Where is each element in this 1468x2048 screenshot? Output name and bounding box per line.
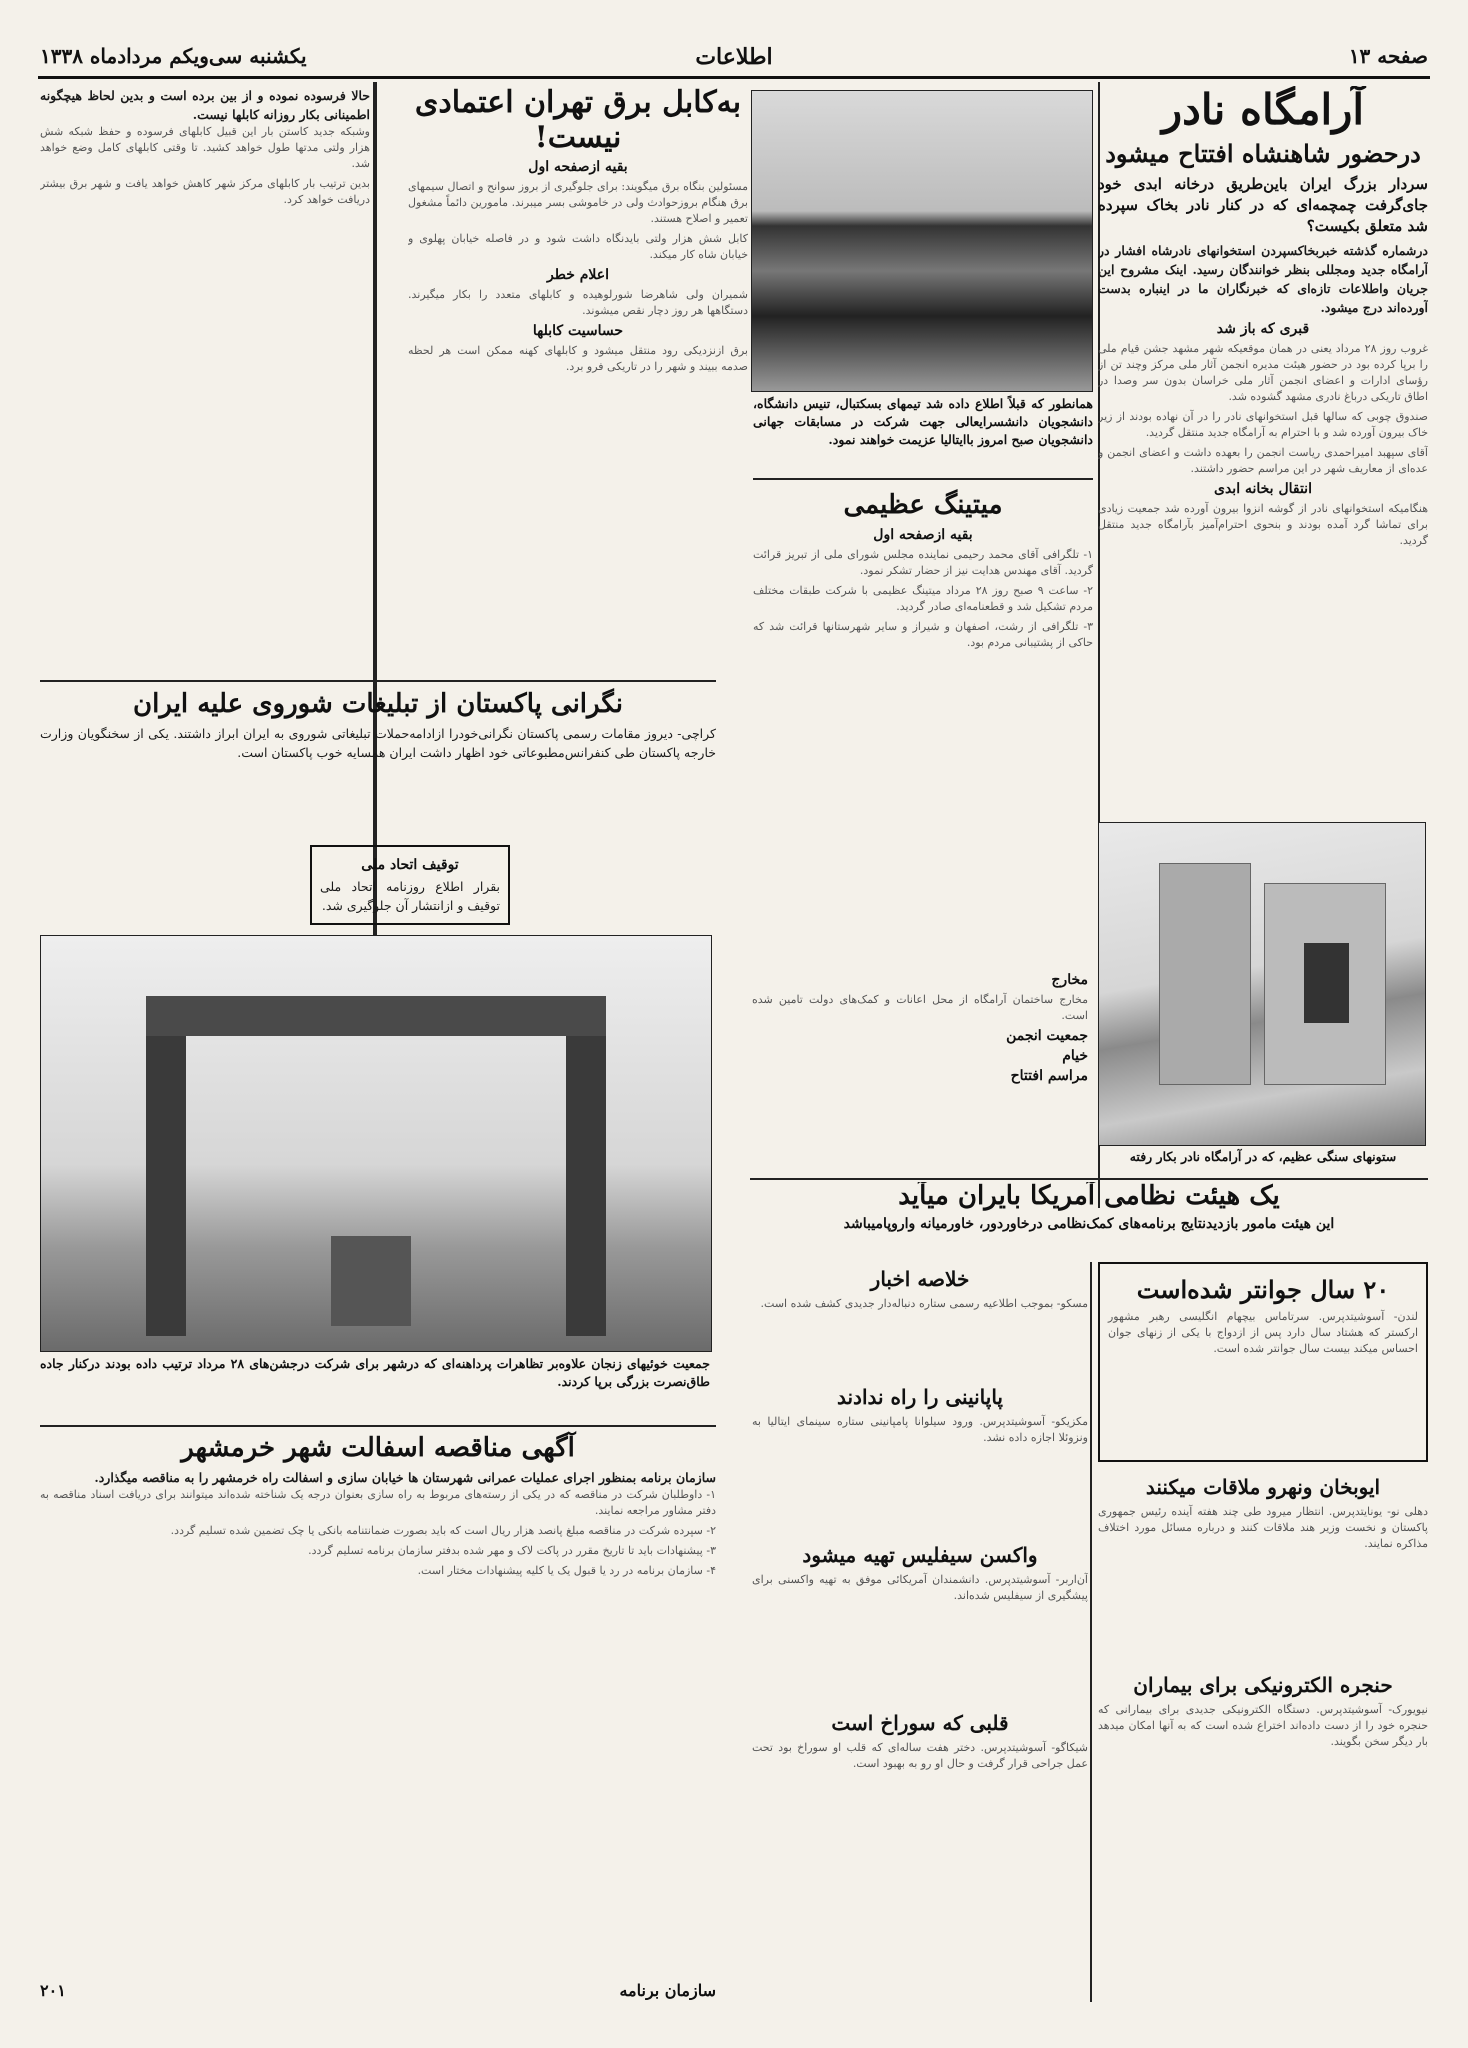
section-rule xyxy=(750,1178,1428,1180)
pope-body: مکزیکو- آسوشیتدپرس. ورود سیلوانا پامپانینی ستاره سینمای ایتالیا به ونزوئلا اجازه داده نشد. xyxy=(752,1415,1088,1444)
section-rule xyxy=(40,1425,716,1427)
young-body: لندن- آسوشیتدپرس. سرتاماس بیچهام انگلیسی رهبر مشهور ارکستر که هشتاد سال دارد پس از ازدواج با یکی از زنهای جوان احساس میکند بیست سال جوانتر شده است. xyxy=(1108,1310,1418,1356)
tender-body: ۱- داوطلبان شرکت در مناقصه که در یکی از رسته‌های مربوط به راه سازی بعنوان درجه یک شناخته شده‌اند میتوانند برای دریافت اسناد مناقصه به دفتر مشاور مراجعه نمایند. ۲- سپرده شرکت در مناقصه مبلغ پانصد هزار ریال است که باید بصورت ضمانتنامه بانکی یا چک تضمین شده تسلیم گردد. ۳- پیشنهادات باید تا تاریخ مقرر در پاکت لاک و مهر شده بدفتر سازمان برنامه تسلیم گردد. ۴- سازمان برنامه در رد یا قبول یک یا کلیه پیشنهادات مختار است. xyxy=(40,1487,716,1577)
nader-section-society: جمعیت انجمن xyxy=(1006,1028,1088,1044)
tomb-subheadline: سردار بزرگ ایران باین‌طریق درخانه ابدی خود جای‌گرفت چمچمه‌ای که در کنار نادر بخاک سپرده شد متعلق بکیست؟ xyxy=(1098,174,1428,235)
masthead-rule xyxy=(38,76,1430,79)
pakistan-body: کراچی- دیروز مقامات رسمی پاکستان نگرانی‌خودرا ازادامه‌حملات تبلیغاتی شوروی به ایران ابراز داشتند. یکی از سخنگویان وزارت خارجه پاکستان طی کنفرانس‌مطبوعاتی خود اظهار داشت ایران همسایه خوب پاکستان است. xyxy=(40,725,716,760)
cable-body-3: برق ازنزدیکی رود منتقل میشود و کابلهای کهنه ممکن است هر لحظه صدمه ببیند و شهر را در تاریکی فرو برد. xyxy=(408,344,748,373)
nader-section-treasury: مخارج xyxy=(1051,972,1088,988)
cable-alert: اعلام خطر xyxy=(546,267,609,283)
vaccine-headline: واکسن سیفلیس تهیه میشود xyxy=(802,1543,1038,1567)
vaccine-body: آن‌اربر- آسوشیتدپرس. دانشمندان آمریکائی موفق به تهیه واکسنی برای پیشگیری از سیفلیس شده‌اند. xyxy=(752,1573,1088,1602)
stone-columns-photo xyxy=(1098,822,1426,1146)
cable-lead-column: حالا فرسوده نموده و از بین برده است و بدین لحاظ هیچگونه اطمینانی بکار روزانه کابلها نیست. xyxy=(40,88,370,122)
section-rule xyxy=(753,478,1093,480)
larynx-headline: حنجره الکترونیکی برای بیماران xyxy=(1133,1673,1393,1697)
tender-intro: سازمان برنامه بمنظور اجرای عملیات عمرانی شهرستان ها خیابان سازی و اسفالت راه خرمشهر را به مناقصه میگذارد. xyxy=(94,1469,716,1485)
stone-photo-caption: ستونهای سنگی عظیم، که در آرامگاه نادر بکار رفته xyxy=(1129,1149,1397,1164)
union-notice xyxy=(310,845,510,925)
arch-pillar-shape xyxy=(566,996,606,1336)
arch-pillar-shape xyxy=(146,996,186,1336)
arch-beam-shape xyxy=(146,996,606,1036)
us-mission-article xyxy=(750,1182,1428,1252)
us-mission-sub: این هیئت مامور بازدیدنتایج برنامه‌های کمک‌نظامی درخاوردور، خاورمیانه واروپامیباشد xyxy=(843,1215,1335,1232)
cable-section-title: حساسیت کابلها xyxy=(532,323,624,339)
vaccine-article xyxy=(752,1538,1088,1698)
arch-photo-caption: جمعیت خوئیهای زنجان علاوه‌بر تظاهرات پرداهنه‌ای که درشهر برای شرکت درجشن‌های ۲۸ مرداد ترتیب داده بودند درکنار جاده طاق‌نصرت بزرگی برپا کردند. xyxy=(40,1356,711,1389)
young-article xyxy=(1098,1262,1428,1462)
summary-headline: خلاصه اخبار xyxy=(870,1267,970,1291)
pakistan-headline: نگرانی پاکستان از تبلیغات شوروی علیه ایران xyxy=(133,689,623,719)
tomb-body: غروب روز ۲۸ مرداد یعنی در همان موقعیکه شهر مشهد جشن قیام ملی را برپا کرده بود در حضور هیئت مدیره انجمن آثار ملی مرکز وچند تن از رؤسای ادارات و اعضای انجمن آثار ملی خراسان بدون سر وصدا در اطاق تاریکی درباغ نادری مشهد گشوده شد. صندوق چوبی که سالها قبل استخوانهای نادر را در آن نهاده بودند از زیر خاک بیرون آورده شد و با احترام به آرامگاه جدید منتقل گردید. آقای سپهبد امیراحمدی ریاست انجمن را بعهده داشت و اعضای انجمن و عده‌ای از معاریف شهر در این مراسم حضور داشتند. xyxy=(1098,341,1428,475)
heart-headline: قلبی که سوراخ است xyxy=(831,1711,1009,1735)
cable-continued-body: وشبکه جدید کاستن بار این قبیل کابلهای فرسوده و حفظ شبکه شش هزار ولتی مدتها طول خواهد کشید. تا وقتی کابلهای کامل وضع خواهد شد. بدین ترتیب بار کابلهای مرکز شهر کاهش خواهد یافت و شهر برق بیشتر دریافت خواهد کرد. xyxy=(40,125,370,206)
cable-body: مسئولین بنگاه برق میگویند: برای جلوگیری از بروز سوانح و اتصال سیمهای برق هنگام بروزحوادث ولی در خاموشی بسر میبرند. مامورین دائماً مشغول تعمیر و اصلاح هستند. کابل شش هزار ولتی بایدنگاه داشت شود و در فاصله خیابان پهلوی و خیابان شاه کار میکند. xyxy=(408,180,748,261)
nader-section-tent: خیام xyxy=(1062,1048,1088,1064)
ayub-body: دهلی نو- یونایتدپرس. انتظار میرود طی چند هفته آینده رئیس جمهوری پاکستان و نخست وزیر هند ملاقات کنند و درباره مسائل مورد اختلاف مذاکره نمایند. xyxy=(1098,1505,1428,1550)
nader-sections xyxy=(752,968,1088,1173)
meeting-body: ۱- تلگرافی آقای محمد رحیمی نماینده مجلس شورای ملی از تبریز قرائت گردید. آقای مهندس هدایت نیز از حضار تشکر نمود. ۲- ساعت ۹ صبح روز ۲۸ مرداد میتینگ عظیمی با شرکت طبقات مختلف مردم تشکیل شد و قطعنامه‌ای صادر گردید. ۳- تلگرافی از رشت، اصفهان و شیراز و سایر شهرستانها قرائت شد که حاکی از پشتیبانی مردم بود. xyxy=(753,547,1093,649)
issue-date: یکشنبه سی‌ویکم مردادماه ۱۳۳۸ xyxy=(40,44,307,68)
cable-headline: به‌کابل برق تهران اعتمادی نیست! xyxy=(414,86,742,155)
tomb-lead: درشماره گذشته خبربخاکسپردن استخوانهای نادرشاه افشار در آرامگاه جدید ومجللی بنظر خوانندگان رسید. اینک مشروح این جریان واطلاعات تازه‌ای که خبرنگاران ما در اینباره بدست آورده‌اند درج میشود. xyxy=(1098,242,1428,315)
tomb-title: آرامگاه نادر xyxy=(1161,86,1365,134)
team-photo xyxy=(751,90,1093,392)
stone-arch-opening xyxy=(1304,943,1349,1023)
tomb-headline: درحضور شاهنشاه افتتاح میشود xyxy=(1105,139,1421,169)
tender-reference: ۲۰۱ xyxy=(40,1981,66,2000)
cable-body-2: شمیران ولی شاهرضا شورلوهیده و کابلهای متعدد را بکار میگیرند. دستگاهها هر روز دچار نقص میشوند. xyxy=(408,288,748,317)
stone-column-shape xyxy=(1159,863,1251,1085)
meeting-headline: میتینگ عظیمی xyxy=(843,490,1003,520)
ayub-article xyxy=(1098,1470,1428,1660)
meeting-continued: بقیه ازصفحه اول xyxy=(873,526,973,543)
larynx-body: نیویورک- آسوشیتدپرس. دستگاه الکترونیکی جدیدی برای بیمارانی که حنجره خود را از دست داده‌اند اختراع شده است که به آنها امکان میدهد بار دیگر سخن بگویند. xyxy=(1098,1703,1428,1748)
tender-footer xyxy=(40,1981,716,2000)
section-rule xyxy=(40,680,716,682)
union-title: توقیف اتحاد ملی xyxy=(361,857,459,873)
larynx-article xyxy=(1098,1668,1428,1998)
team-photo-caption: همانطور که قبلاً اطلاع داده شد تیمهای بسکتبال، تنیس دانشگاه، دانشجویان دانشسرایعالی جهت شرکت در مسابقات جهانی دانشجویان صبح امروز باایتالیا عزیمت خواهند نمود. xyxy=(753,396,1093,447)
heart-body: شیکاگو- آسوشیتدپرس. دختر هفت ساله‌ای که قلب او سوراخ بود تحت عمل جراحی قرار گرفت و حال او رو به بهبود است. xyxy=(752,1741,1088,1770)
page-number: صفحه ۱۳ xyxy=(1348,44,1428,68)
meeting-article xyxy=(753,485,1093,965)
heart-article xyxy=(752,1706,1088,1996)
ayub-headline: ایوبخان ونهرو ملاقات میکنند xyxy=(1145,1475,1381,1499)
tender-headline: آگهی مناقصه اسفالت شهر خرمشهر xyxy=(181,1433,575,1463)
pope-article xyxy=(752,1380,1088,1530)
summary-body: مسکو- بموجب اطلاعیه رسمی ستاره دنباله‌دار جدیدی کشف شده است. xyxy=(760,1297,1088,1310)
tender-notice xyxy=(40,1430,716,2000)
union-body: بقرار اطلاع روزنامه اتحاد ملی توقیف و ازانتشار آن جلوگیری شد. xyxy=(320,879,500,913)
arch-photo xyxy=(40,935,712,1352)
nader-treasury-body: مخارج ساختمان آرامگاه از محل اعانات و کمک‌های دولت تامین شده است. xyxy=(752,993,1088,1022)
tender-signature: سازمان برنامه xyxy=(619,1981,716,2000)
tomb-section-title-2: انتقال بخانه ابدی xyxy=(1214,480,1312,497)
young-headline: ۲۰ سال جوانتر شده‌است xyxy=(1136,1275,1390,1304)
summary-article xyxy=(752,1262,1088,1372)
pope-headline: پاپانینی را راه ندادند xyxy=(836,1385,1003,1409)
column-divider xyxy=(1090,1262,1092,2002)
tomb-body-2: هنگامیکه استخوانهای نادر از گوشه انزوا بیرون آورده شد جمعیت زیادی برای تماشا گرد آمده بودند و بنحوی احترام‌آمیز بآرامگاه جدید منتقل گردید. xyxy=(1098,501,1428,547)
nader-section-opening: مراسم افتتاح xyxy=(1010,1068,1088,1084)
us-mission-headline: یک هیئت نظامی آمریکا بایران میآید xyxy=(898,1182,1280,1211)
cable-continued: بقیه ازصفحه اول xyxy=(528,159,628,175)
tomb-section-title: قبری که باز شد xyxy=(1216,320,1310,337)
arch-portrait-shape xyxy=(331,1236,411,1326)
paper-name: اطلاعات xyxy=(695,44,773,70)
